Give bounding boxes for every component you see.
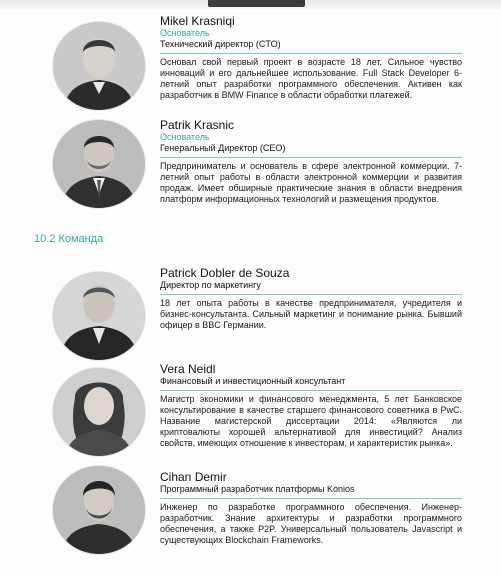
- member-name: Vera Neidl: [160, 362, 216, 376]
- divider: [160, 53, 462, 54]
- title-tab: [208, 0, 305, 7]
- member-name: Mikel Krasniqi: [160, 14, 235, 28]
- divider: [160, 157, 462, 158]
- member-accent-role: Основатель: [160, 28, 210, 38]
- member-name: Patrik Krasnic: [160, 118, 235, 132]
- portrait-icon: [53, 22, 145, 110]
- member-bio: Основал свой первый проект в возрасте 18 лет. Сильное чувство инноваций и его дальнейшее использование. Full Stack Developer 6-летний опыт разработки программного обеспечения. Активен как разработчик в BMW Finance в области обработки платежей.: [160, 57, 462, 100]
- member-photo: [53, 368, 145, 456]
- member-role: Генеральный Директор (CEO): [160, 143, 286, 153]
- member-photo: [53, 120, 145, 208]
- member-bio: Инженер по разработке программного обеспечения. Инженер-разработчик. Знание архитектуры и разработки программного обеспечения, а также P2P. Универсальный пользователь Javascript и существующих Blockchain Frameworks.: [160, 502, 462, 545]
- member-bio: 18 лет опыта работы в качестве предпринимателя, учредителя и бизнес-консультанта. Сильный маркетинг и понимание рынка. Бывший офицер в BBC Германии.: [160, 298, 462, 330]
- member-role: Директор по маркетингу: [160, 280, 261, 290]
- portrait-icon: [53, 272, 145, 360]
- divider: [160, 498, 462, 499]
- member-photo: [53, 272, 145, 360]
- member-bio: Магистр экономики и финансового менеджмента, 5 лет Банковское консультирование в качестве старшего финансового советника в PwC. Название магистерской диссертации 2014: «Являются ли криптовалюты хорошей альтернативой для инвестиций? Анализ свойств, имеющих отношение к инвесторам, и характеристик рынка».: [160, 394, 462, 448]
- member-role: Технический директор (CTO): [160, 39, 281, 49]
- portrait-icon: [53, 466, 145, 554]
- member-photo: [53, 466, 145, 554]
- portrait-icon: [53, 368, 145, 456]
- member-accent-role: Основатель: [160, 132, 210, 142]
- member-name: Patrick Dobler de Souza: [160, 266, 290, 280]
- member-name: Cihan Demir: [160, 470, 227, 484]
- member-role: Финансовый и инвестиционный консультант: [160, 376, 346, 386]
- divider: [160, 390, 462, 391]
- divider: [160, 294, 462, 295]
- member-role: Программный разработчик платформы Konios: [160, 484, 355, 494]
- portrait-icon: [53, 120, 145, 208]
- member-photo: [53, 22, 145, 110]
- member-bio: Предприниматель и основатель в сфере электронной коммерции. 7-летний опыт работы в области электронной коммерции и развития продаж. Имеет обширные практические знания в области внедрения платформ информационных технологий и размещения продуктов.: [160, 161, 462, 204]
- section-title: 10.2 Команда: [34, 233, 104, 245]
- window-top-bar: [0, 0, 501, 9]
